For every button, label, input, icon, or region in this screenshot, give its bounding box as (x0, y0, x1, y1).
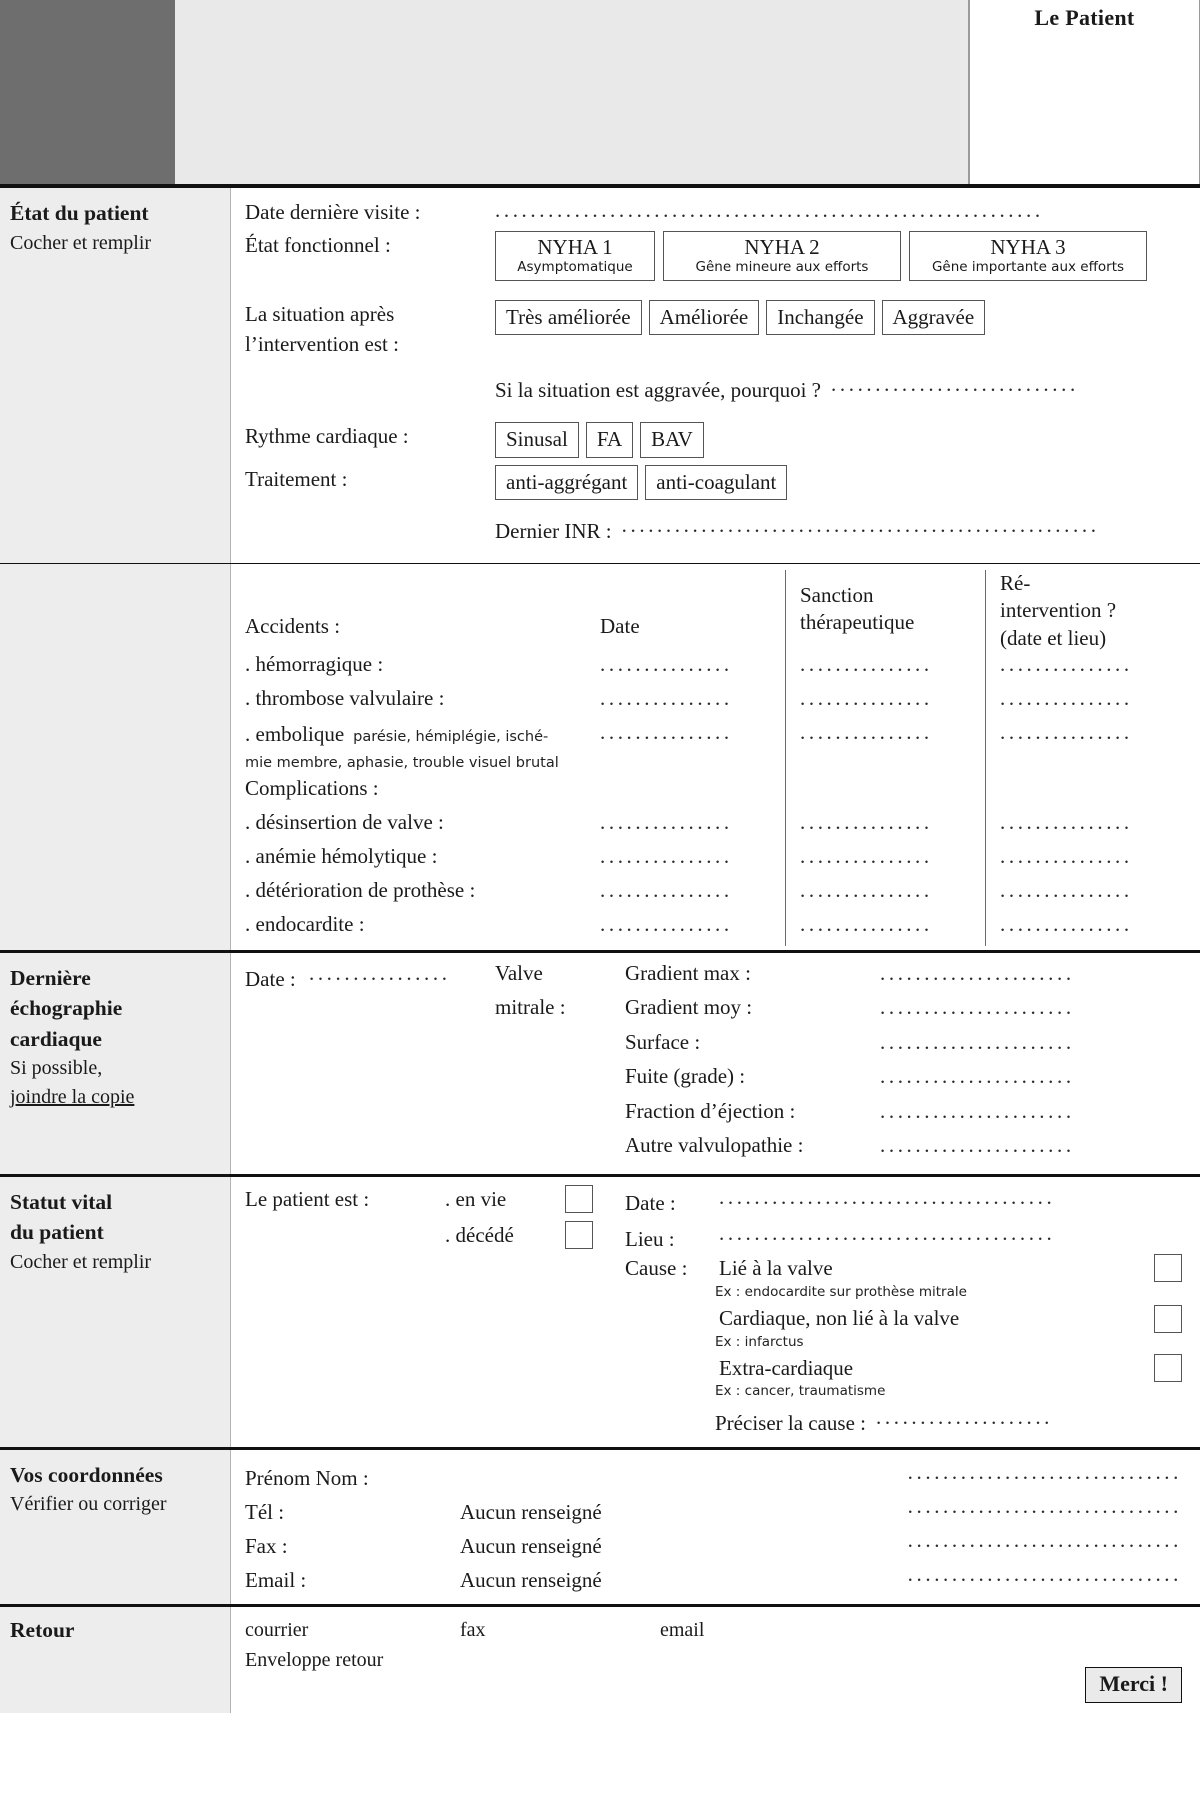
sanction-dots-thrombose[interactable]: ............... (800, 685, 933, 710)
row-label-anemie: . anémie hémolytique : (245, 843, 438, 868)
echo-field-labels (625, 961, 880, 1168)
sanction-dots-anemie[interactable]: ............... (800, 843, 933, 868)
echo-label-fraction-ejection: Fraction d’éjection : (625, 1098, 796, 1123)
rythme-option-sinusal[interactable]: Sinusal (495, 422, 579, 457)
retour-fax-label[interactable]: fax (460, 1618, 486, 1641)
cause-ex-lie-valve: Ex : endocardite sur prothèse mitrale (715, 1284, 967, 1301)
sanction-dots-desinsertion[interactable]: ............... (800, 809, 933, 834)
rythme-option-bav[interactable]: BAV (640, 422, 704, 457)
situation-option-inchangee[interactable]: Inchangée (766, 300, 874, 335)
checkbox-cause-lie-valve[interactable] (1154, 1254, 1182, 1282)
etat-sidebar-subtitle: Cocher et remplir (10, 231, 152, 254)
deces-lieu-dots[interactable]: ...................................... (719, 1220, 1056, 1245)
echo-label-gradient-moy: Gradient moy : (625, 995, 753, 1020)
date-derniere-visite-dots: .............................................................. (495, 198, 1044, 222)
cause-label: Cause : (625, 1255, 688, 1280)
nyha-3-sub: Gêne importante aux efforts (931, 259, 1125, 276)
coordonnees-label-nom: Prénom Nom : (245, 1465, 369, 1490)
echo-field-values (880, 961, 1182, 1168)
echo-date-row (245, 961, 495, 996)
accidents-sidebar (0, 564, 231, 950)
coordonnees-dots-tel[interactable]: ............................... (907, 1493, 1182, 1518)
etat-situation-row (245, 300, 1200, 360)
cause-block (625, 1254, 1182, 1439)
row-label-hemorragique: . hémorragique : (245, 651, 384, 676)
section-retour (0, 1604, 1200, 1713)
situation-label-line1: La situation après (245, 302, 395, 327)
preciser-cause-dots[interactable]: .................... (876, 1405, 1054, 1429)
inr-dots: ...................................................... (621, 512, 1100, 537)
coordonnees-label-email: Email : (245, 1567, 307, 1592)
echo-sidebar-line5: joindre la copie (10, 1086, 135, 1109)
rythme-cardiaque-label: Rythme cardiaque : (245, 424, 409, 449)
nyha-1-sub: Asymptomatique (517, 259, 633, 276)
section-accidents (0, 563, 1200, 950)
coordonnees-body (231, 1450, 1200, 1604)
etat-date-row (245, 198, 1200, 228)
retour-sidebar (0, 1607, 231, 1713)
date-dots-embolique[interactable]: ............... (600, 719, 733, 744)
aggravee-question-label: Si la situation est aggravée, pourquoi ? (495, 377, 822, 402)
checkbox-cause-cardiaque-non-lie[interactable] (1154, 1305, 1182, 1333)
retour-enveloppe-label: Enveloppe retour (245, 1648, 384, 1671)
etat-sidebar (0, 188, 231, 563)
echo-date-dots[interactable]: ................ (308, 960, 451, 985)
date-dots-desinsertion[interactable]: ............... (600, 809, 733, 834)
cause-ex-cardiaque-non-lie: Ex : infarctus (715, 1333, 804, 1350)
accidents-sanction-column (785, 570, 985, 946)
statut-vital-rows (245, 1185, 1182, 1439)
accidents-label-column (245, 570, 590, 946)
echo-valve-line1: Valve (495, 960, 543, 985)
deces-date-dots[interactable]: ...................................... (719, 1184, 1056, 1209)
traitement-row (245, 465, 1200, 500)
echo-valve-line2: mitrale : (495, 995, 566, 1020)
deces-date-row (625, 1185, 1182, 1221)
le-patient-est-label: Le patient est : (245, 1186, 370, 1211)
echo-dots-autre-valvulopathie[interactable]: ...................... (880, 1133, 1075, 1158)
coordonnees-row-fax (245, 1528, 1182, 1562)
coordonnees-sidebar-subtitle: Vérifier ou corriger (10, 1493, 167, 1516)
date-dots-hemorragique[interactable]: ............... (600, 651, 733, 676)
page-header (0, 0, 1200, 188)
reintervention-dots-embolique[interactable]: ............... (1000, 719, 1133, 744)
reintervention-column-header (1000, 570, 1182, 652)
embolique-small-label-2: mie membre, aphasie, trouble visuel brutal (245, 754, 559, 771)
echo-sidebar-line4: Si possible, (10, 1057, 103, 1080)
logo-placeholder (0, 0, 175, 184)
embolique-small-label-1: parésie, hémiplégie, isché- (353, 728, 549, 745)
deces-date-label: Date : (625, 1190, 676, 1215)
cause-option-cardiaque-non-lie: Cardiaque, non lié à la valve (719, 1306, 960, 1331)
echo-dots-fraction-ejection[interactable]: ...................... (880, 1098, 1075, 1123)
traitement-option-anti-aggregant[interactable]: anti-aggrégant (495, 465, 638, 500)
echo-sidebar-line3: cardiaque (10, 1026, 102, 1051)
rythme-row (245, 422, 1200, 457)
echo-dots-gradient-max[interactable]: ...................... (880, 960, 1075, 985)
deces-lieu-label: Lieu : (625, 1226, 675, 1251)
accidents-body (231, 564, 1200, 950)
deces-details (625, 1185, 1182, 1439)
patient-box-title: Le Patient (1034, 5, 1135, 30)
accidents-table (245, 570, 1182, 946)
retour-courrier-label[interactable]: courrier (245, 1618, 309, 1641)
reintervention-dots-endocardite[interactable]: ............... (1000, 911, 1133, 936)
cause-row-3 (625, 1354, 1182, 1382)
statut-sidebar (0, 1177, 231, 1447)
statut-body (231, 1177, 1200, 1447)
situation-option-tres-amelioree[interactable]: Très améliorée (495, 300, 642, 335)
nyha-2-option[interactable] (663, 231, 901, 281)
coordonnees-value-fax: Aucun renseigné (460, 1533, 602, 1558)
accidents-date-column (590, 570, 785, 946)
nyha-3-title: NYHA 3 (990, 235, 1066, 259)
coordonnees-label-tel: Tél : (245, 1499, 285, 1524)
date-dots-anemie[interactable]: ............... (600, 843, 733, 868)
nyha-options (495, 231, 1200, 281)
traitement-options (495, 465, 1200, 500)
coordonnees-sidebar (0, 1450, 231, 1604)
preciser-cause-label: Préciser la cause : (715, 1411, 867, 1435)
aggravee-question-row (495, 372, 1200, 406)
date-derniere-visite-field[interactable] (495, 198, 1200, 228)
cause-ex-extra-cardiaque: Ex : cancer, traumatisme (715, 1383, 886, 1400)
merci-button[interactable]: Merci ! (1085, 1667, 1182, 1703)
retour-email-column (660, 1615, 1085, 1645)
traitement-label: Traitement : (245, 466, 348, 491)
section-statut-vital (0, 1174, 1200, 1447)
etat-sidebar-title: État du patient (10, 201, 149, 225)
section-etat-du-patient (0, 188, 1200, 563)
reintervention-dots-thrombose[interactable]: ............... (1000, 685, 1133, 710)
option-decede-label: . décédé (445, 1222, 514, 1247)
row-label-embolique (245, 720, 590, 754)
preciser-cause-row (715, 1405, 1182, 1439)
nyha-1-title: NYHA 1 (537, 235, 613, 259)
coordonnees-value-email: Aucun renseigné (460, 1567, 602, 1592)
sanction-header-line2: thérapeutique (800, 610, 915, 635)
embolique-main-label: . embolique (245, 721, 345, 746)
reintervention-dots-deterioration[interactable]: ............... (1000, 877, 1133, 902)
complications-header: Complications : (245, 775, 379, 800)
vital-checkboxes (565, 1185, 625, 1257)
merci-button-wrap (1085, 1667, 1182, 1703)
row-label-deterioration: . détérioration de prothèse : (245, 877, 476, 902)
accidents-column-header: Accidents : (245, 613, 341, 638)
vital-options-labels (445, 1185, 565, 1257)
retour-sidebar-title: Retour (10, 1617, 75, 1642)
option-en-vie-label: . en vie (445, 1186, 507, 1211)
checkbox-en-vie[interactable] (565, 1185, 593, 1213)
sanction-dots-deterioration[interactable]: ............... (800, 877, 933, 902)
inr-row (495, 513, 1200, 553)
etat-fonctionnel-label: État fonctionnel : (245, 233, 391, 257)
echo-dots-fuite[interactable]: ...................... (880, 1064, 1075, 1089)
echo-body (231, 953, 1200, 1174)
date-dots-endocardite[interactable]: ............... (600, 911, 733, 936)
nyha-2-title: NYHA 2 (744, 235, 820, 259)
nyha-2-sub: Gêne mineure aux efforts (695, 259, 869, 276)
row-label-thrombose: . thrombose valvulaire : (245, 685, 445, 710)
section-coordonnees (0, 1447, 1200, 1604)
situation-label (245, 300, 495, 360)
checkbox-cause-extra-cardiaque[interactable] (1154, 1354, 1182, 1382)
sanction-column-header (800, 570, 985, 652)
cause-option-extra-cardiaque: Extra-cardiaque (719, 1355, 854, 1380)
nyha-3-option[interactable] (909, 231, 1147, 281)
date-derniere-visite-label: Date dernière visite : (245, 200, 421, 224)
cause-option-lie-valve: Lié à la valve (719, 1255, 833, 1280)
deces-lieu-row (625, 1221, 1182, 1254)
traitement-option-anti-coagulant[interactable]: anti-coagulant (645, 465, 787, 500)
echo-dots-surface[interactable]: ...................... (880, 1029, 1075, 1054)
reintervention-header-line2: intervention ? (1000, 598, 1117, 623)
coordonnees-value-tel: Aucun renseigné (460, 1499, 602, 1524)
retour-fax-column (460, 1615, 660, 1645)
echo-dots-gradient-moy[interactable]: ...................... (880, 995, 1075, 1020)
rythme-option-fa[interactable]: FA (586, 422, 633, 457)
situation-option-aggravee[interactable]: Aggravée (882, 300, 986, 335)
cause-row-2 (625, 1305, 1182, 1333)
coordonnees-label-fax: Fax : (245, 1533, 288, 1558)
patient-label-box (969, 0, 1200, 184)
coordonnees-row-email (245, 1562, 1182, 1596)
date-dots-thrombose[interactable]: ............... (600, 685, 733, 710)
echo-sidebar-line2: échographie (10, 996, 123, 1021)
header-blank-area (175, 0, 969, 184)
echo-label-surface: Surface : (625, 1029, 701, 1054)
etat-body (231, 188, 1200, 563)
echo-label-gradient-max: Gradient max : (625, 960, 751, 985)
situation-option-amelioree[interactable]: Améliorée (649, 300, 760, 335)
sanction-dots-endocardite[interactable]: ............... (800, 911, 933, 936)
reintervention-dots-anemie[interactable]: ............... (1000, 843, 1133, 868)
section-echographie (0, 950, 1200, 1174)
inr-label: Dernier INR : (495, 518, 612, 543)
echo-date-label: Date : (245, 966, 296, 991)
coordonnees-row-nom (245, 1460, 1182, 1494)
sanction-dots-embolique[interactable]: ............... (800, 719, 933, 744)
reintervention-dots-desinsertion[interactable]: ............... (1000, 809, 1133, 834)
echo-label-fuite: Fuite (grade) : (625, 1064, 746, 1089)
rythme-options (495, 422, 1200, 457)
accidents-reintervention-column (985, 570, 1182, 946)
echo-label-autre-valvulopathie: Autre valvulopathie : (625, 1133, 804, 1158)
retour-body (231, 1607, 1200, 1713)
statut-sidebar-line3: Cocher et remplir (10, 1250, 152, 1273)
coordonnees-dots-fax[interactable]: ............................... (907, 1527, 1182, 1552)
statut-sidebar-line1: Statut vital (10, 1189, 113, 1214)
statut-sidebar-line2: du patient (10, 1220, 104, 1245)
situation-label-line2: l’intervention est : (245, 331, 399, 356)
echo-date-column (245, 961, 495, 1168)
etat-fonctionnel-row (245, 231, 1200, 281)
coordonnees-row-tel (245, 1494, 1182, 1528)
retour-left-column (245, 1615, 460, 1675)
echo-grid (245, 961, 1182, 1168)
nyha-1-option[interactable] (495, 231, 655, 281)
retour-email-label[interactable]: email (660, 1618, 705, 1641)
aggravee-question-dots: ............................ (831, 371, 1079, 396)
coordonnees-dots-email[interactable]: ............................... (907, 1561, 1182, 1586)
reintervention-header-line1: Ré- (1000, 570, 1031, 595)
echo-valve-column (495, 961, 625, 1168)
row-label-endocardite: . endocardite : (245, 911, 365, 936)
coordonnees-dots-nom[interactable]: ............................... (907, 1459, 1182, 1484)
situation-options (495, 300, 1200, 335)
echo-sidebar (0, 953, 231, 1174)
coordonnees-sidebar-title: Vos coordonnées (10, 1462, 163, 1487)
date-column-header: Date (600, 613, 640, 638)
sanction-header-line1: Sanction (800, 582, 874, 607)
sanction-dots-hemorragique[interactable]: ............... (800, 651, 933, 676)
reintervention-header-line3: (date et lieu) (1000, 626, 1107, 651)
checkbox-decede[interactable] (565, 1221, 593, 1249)
echo-sidebar-line1: Dernière (10, 965, 91, 990)
row-label-desinsertion: . désinsertion de valve : (245, 809, 444, 834)
date-dots-deterioration[interactable]: ............... (600, 877, 733, 902)
cause-row-1 (625, 1254, 1182, 1284)
reintervention-dots-hemorragique[interactable]: ............... (1000, 651, 1133, 676)
